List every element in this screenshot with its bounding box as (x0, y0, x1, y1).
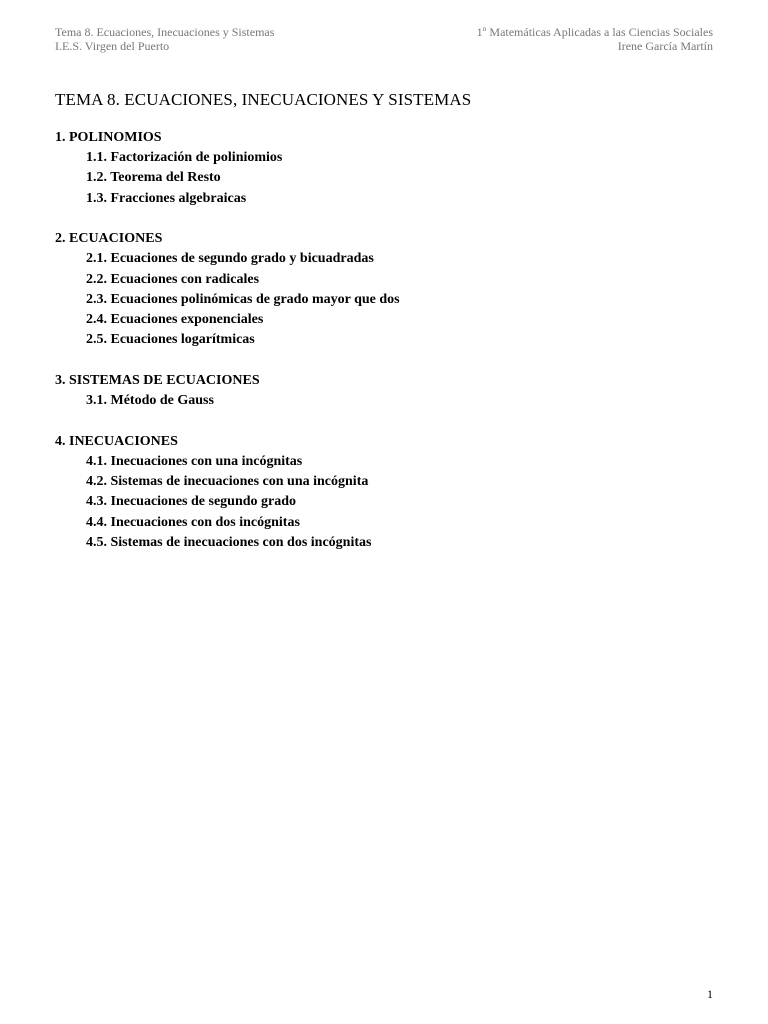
toc-section-sistemas (55, 371, 713, 411)
toc-item: 4.5. Sistemas de inecuaciones con dos incógnitas (86, 534, 372, 550)
section-title: 4. INECUACIONES (55, 433, 178, 449)
header-course: 1º Matemáticas Aplicadas a las Ciencias Sociales (476, 25, 713, 39)
toc-item: 2.3. Ecuaciones polinómicas de grado mayor que dos (86, 291, 400, 307)
toc-item: 2.1. Ecuaciones de segundo grado y bicuadradas (86, 251, 374, 267)
page-header (55, 25, 713, 53)
toc-item: 3.1. Método de Gauss (86, 393, 214, 408)
toc-section-ecuaciones (55, 229, 713, 350)
toc-item: 2.4. Ecuaciones exponenciales (86, 312, 264, 327)
toc-section-inecuaciones (55, 432, 713, 553)
page-number: 1 (707, 987, 713, 1001)
header-author: Irene García Martín (617, 39, 713, 53)
page-title: TEMA 8. ECUACIONES, INECUACIONES Y SISTEMAS (55, 90, 472, 109)
section-title: 3. SISTEMAS DE ECUACIONES (55, 373, 260, 388)
toc-item: 2.5. Ecuaciones logarítmicas (86, 332, 255, 348)
toc-item: 1.1. Factorización de poliniomios (86, 150, 283, 165)
toc-item: 4.2. Sistemas de inecuaciones con una incógnita (86, 474, 369, 489)
table-of-contents (55, 128, 713, 574)
header-right (477, 25, 713, 53)
toc-item: 4.4. Inecuaciones con dos incógnitas (86, 514, 300, 530)
toc-item: 1.2. Teorema del Resto (86, 170, 221, 186)
section-title: 2. ECUACIONES (55, 231, 163, 247)
header-topic: Tema 8. Ecuaciones, Inecuaciones y Sistemas (55, 25, 275, 39)
toc-item: 1.3. Fracciones algebraicas (86, 190, 247, 206)
toc-section-polinomios (55, 128, 713, 209)
section-title: 1. POLINOMIOS (55, 130, 162, 145)
toc-item: 4.3. Inecuaciones de segundo grado (86, 494, 297, 510)
header-left (55, 25, 274, 53)
header-school: I.E.S. Virgen del Puerto (55, 39, 170, 53)
toc-item: 4.1. Inecuaciones con una incógnitas (86, 453, 303, 469)
toc-item: 2.2. Ecuaciones con radicales (86, 271, 260, 287)
